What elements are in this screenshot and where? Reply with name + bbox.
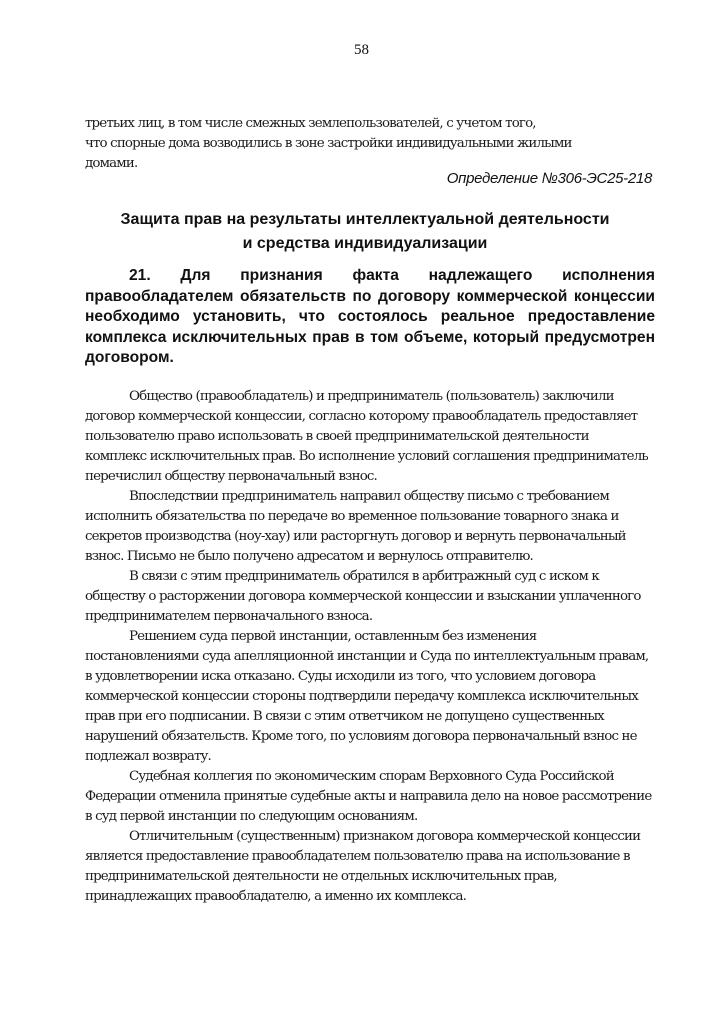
thesis-text: 21. Для признания факта надлежащего исполнения правообладателем обязательств по договору коммерческой концессии необходимо установить, что состоялось реальное предоставление комплекса исключительных прав в том объеме, который предусмотрен договором.: [85, 267, 655, 366]
intro-line: что спорные дома возводились в зоне застройки индивидуальными жилыми: [85, 136, 572, 151]
intro-line: домами.: [85, 156, 138, 171]
paragraph: Отличительным (существенным) признаком договора коммерческой концессии является предоставление правообладателем пользователю права на использование в предпринимательской деятельности не отдельных исключительных прав, принадлежащих правообладателю, а именно их комплекса.: [85, 829, 641, 904]
section-heading: [100, 208, 630, 256]
decision-reference: Определение №306-ЭС25-218: [446, 170, 652, 187]
legal-thesis: [85, 266, 655, 369]
paragraph: Общество (правообладатель) и предприниматель (пользователь) заключили договор коммерческой концессии, согласно которому правообладатель предоставляет пользователю право использовать в своей предпринимательской деятельности комплекс исключительных прав. Во исполнение условий соглашения предприниматель перечислил обществу первоначальный взнос.: [85, 389, 648, 484]
section-heading-line: и средства индивидуализации: [242, 235, 488, 252]
paragraph: Впоследствии предприниматель направил обществу письмо с требованием исполнить обязательства по передаче во временное пользование товарного знака и секретов производства (ноу-хау) или расторгнуть договор и вернуть первоначальный взнос. Письмо не было получено адресатом и вернулось отправителю.: [85, 489, 626, 564]
intro-text: [85, 114, 645, 174]
paragraph: Судебная коллегия по экономическим спорам Верховного Суда Российской Федерации отменила принятые судебные акты и направила дело на новое рассмотрение в суд первой инстанции по следующим основаниям.: [85, 769, 652, 824]
paragraph: В связи с этим предприниматель обратился в арбитражный суд с иском к обществу о расторжении договора коммерческой концессии и взыскании уплаченного предпринимателем первоначального взноса.: [85, 569, 641, 624]
intro-line: третьих лиц, в том числе смежных землепользователей, с учетом того,: [85, 116, 536, 131]
paragraph: Решением суда первой инстанции, оставленным без изменения постановлениями суда апелляционной инстанции и Суда по интеллектуальным правам, в удовлетворении иска отказано. Суды исходили из того, что условием договора коммерческой концессии стороны подтвердили передачу комплекса исключительных прав при его подписании. В связи с этим ответчиком не допущено существенных нарушений обязательств. Кроме того, по условиям договора первоначальный взнос не подлежал возврату.: [85, 629, 649, 764]
page-number: 58: [354, 42, 369, 58]
body-text: [85, 387, 653, 907]
section-heading-line: Защита прав на результаты интеллектуальной деятельности: [120, 211, 610, 228]
